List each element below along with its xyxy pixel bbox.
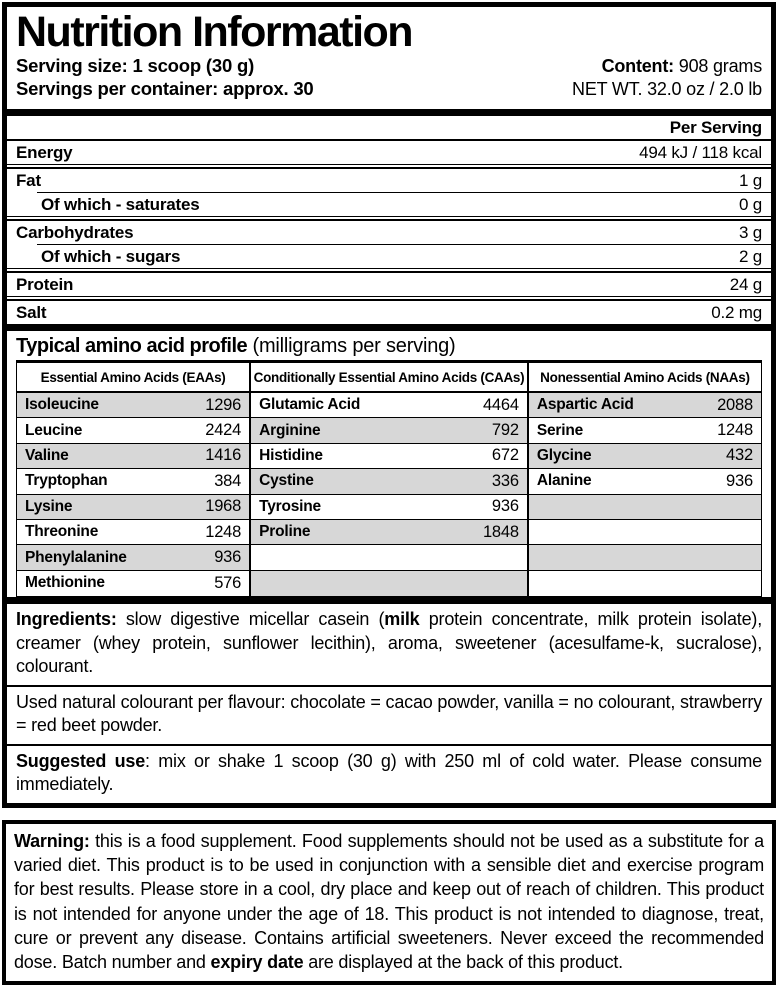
amino-row xyxy=(251,444,527,469)
amino-value: 936 xyxy=(491,497,519,516)
amino-row xyxy=(529,545,761,570)
amino-name: Serine xyxy=(536,421,584,439)
nutrient-row-salt xyxy=(7,301,771,324)
amino-value: 1296 xyxy=(205,395,242,414)
amino-value: 2088 xyxy=(717,395,753,414)
amino-name: Proline xyxy=(259,523,311,541)
amino-name: Tryptophan xyxy=(25,472,108,490)
amino-column-naa xyxy=(529,363,761,596)
amino-row xyxy=(17,469,249,494)
nutrient-value: 1 g xyxy=(738,170,762,190)
amino-value: 1848 xyxy=(482,522,519,541)
amino-row xyxy=(251,520,527,545)
amino-value: 2424 xyxy=(205,421,242,440)
amino-acid-table xyxy=(16,360,762,597)
nutrient-label: Of which - saturates xyxy=(41,194,200,214)
net-weight: NET WT. 32.0 oz / 2.0 lb xyxy=(572,79,762,99)
amino-row xyxy=(529,444,761,469)
amino-value: 384 xyxy=(214,471,242,490)
amino-profile-title-bold: Typical amino acid profile xyxy=(16,335,248,357)
nutrient-value: 24 g xyxy=(729,274,762,294)
amino-value: 936 xyxy=(214,548,242,567)
amino-name: Lysine xyxy=(25,497,73,515)
amino-row xyxy=(17,495,249,520)
nutrient-label: Protein xyxy=(16,274,74,294)
amino-row xyxy=(251,571,527,596)
amino-name: Tyrosine xyxy=(259,497,321,515)
nutrient-label: Energy xyxy=(16,142,73,162)
page-title: Nutrition Information xyxy=(16,8,413,56)
amino-profile-title-note: (milligrams per serving) xyxy=(247,335,456,357)
amino-row xyxy=(529,520,761,545)
serving-info-row-2 xyxy=(7,78,771,101)
amino-name: Methionine xyxy=(25,574,105,592)
amino-value: 432 xyxy=(726,446,753,465)
nutrient-row-saturates xyxy=(7,193,771,216)
amino-name: Phenylalanine xyxy=(25,548,127,566)
amino-row xyxy=(529,393,761,418)
serving-info-row-1 xyxy=(7,55,771,78)
nutrient-value: 2 g xyxy=(738,246,762,266)
nutrient-row-energy xyxy=(7,141,771,164)
nutrient-label: Of which - sugars xyxy=(41,246,181,266)
amino-name: Aspartic Acid xyxy=(536,396,634,414)
amino-name: Cystine xyxy=(259,472,314,490)
amino-value: 1416 xyxy=(205,446,242,465)
amino-name: Alanine xyxy=(536,472,592,490)
amino-profile-title xyxy=(7,331,771,360)
amino-value: 576 xyxy=(214,573,242,592)
amino-name: Isoleucine xyxy=(25,396,99,414)
amino-row xyxy=(17,545,249,570)
nutrient-label: Fat xyxy=(16,170,41,190)
amino-value: 936 xyxy=(726,471,753,490)
amino-row xyxy=(17,393,249,418)
nutrient-row-carbohydrates xyxy=(7,221,771,244)
amino-column-eaa xyxy=(17,363,249,596)
divider-bar xyxy=(7,324,771,331)
nutrient-label: Salt xyxy=(16,302,47,322)
nutrient-value: 0 g xyxy=(738,194,762,214)
content-label: Content: xyxy=(601,56,674,76)
amino-row xyxy=(17,520,249,545)
amino-name: Glutamic Acid xyxy=(259,396,361,414)
amino-value: 1248 xyxy=(717,421,753,440)
divider-bar xyxy=(7,597,771,604)
amino-row xyxy=(17,418,249,443)
content-value: 908 grams xyxy=(673,56,762,76)
amino-value: 672 xyxy=(491,446,519,465)
content-amount xyxy=(602,56,762,77)
amino-name: Glycine xyxy=(536,446,592,464)
amino-row xyxy=(251,469,527,494)
suggested-use-text: Suggested use: mix or shake 1 scoop (30 g) with 250 ml of cold water. Please consume immediately. xyxy=(16,750,762,795)
nutrient-row-fat xyxy=(7,169,771,192)
amino-value: 1248 xyxy=(205,522,242,541)
amino-value: 792 xyxy=(491,421,519,440)
amino-row xyxy=(251,418,527,443)
servings-per-container: Servings per container: approx. 30 xyxy=(16,78,314,99)
amino-value: 4464 xyxy=(482,395,519,414)
nutrient-value: 0.2 mg xyxy=(711,302,762,322)
suggested-use-label: Suggested use xyxy=(16,750,146,771)
nutrient-row-sugars xyxy=(7,245,771,268)
nutrient-value: 494 kJ / 118 kcal xyxy=(639,142,762,162)
amino-name: Arginine xyxy=(259,421,321,439)
serving-size: Serving size: 1 scoop (30 g) xyxy=(16,55,255,76)
nutrient-row-protein xyxy=(7,273,771,296)
nutrient-value: 3 g xyxy=(738,222,762,242)
colourant-note: Used natural colourant per flavour: chocolate = cacao powder, vanilla = no colourant, strawberry = red beet powder. xyxy=(16,691,762,736)
per-serving-column-header: Per Serving xyxy=(669,118,762,137)
warning-text: Warning: this is a food supplement. Food supplements should not be used as a substitute for a varied diet. This product is to be used in conjunction with a sensible diet and exercise program for best results. Please store in a cool, dry place and keep out of reach of children. This product is not intended for anyone under the age of 18. This product is not intended to diagnose, treat, cure or prevent any disease. Contains artificial sweeteners. Never exceed the recommended dose. Batch number and expiry date are displayed at the back of this product. xyxy=(14,830,764,973)
warning-panel xyxy=(2,820,776,985)
amino-name: Threonine xyxy=(25,523,99,541)
amino-column-header: Conditionally Essential Amino Acids (CAAs) xyxy=(251,363,527,393)
amino-value: 1968 xyxy=(205,497,242,516)
amino-row xyxy=(251,545,527,570)
amino-row xyxy=(529,571,761,596)
amino-column-header: Essential Amino Acids (EAAs) xyxy=(17,363,249,393)
nutrition-panel xyxy=(2,2,776,808)
amino-value: 336 xyxy=(491,471,519,490)
amino-row xyxy=(251,393,527,418)
nutrient-label: Carbohydrates xyxy=(16,222,134,242)
ingredients-text: Ingredients: slow digestive micellar casein (milk protein concentrate, milk protein isolate), creamer (whey protein, sunflower lecithin), aroma, sweetener (acesulfame-k, sucralose), colourant. xyxy=(16,609,762,677)
amino-row xyxy=(529,418,761,443)
amino-column-caa xyxy=(249,363,529,596)
amino-row xyxy=(17,444,249,469)
amino-name: Valine xyxy=(25,446,69,464)
divider-bar xyxy=(7,109,771,116)
amino-row xyxy=(17,571,249,596)
amino-row xyxy=(529,469,761,494)
warning-label: Warning: xyxy=(14,830,90,851)
ingredients-label: Ingredients: xyxy=(16,609,117,630)
amino-name: Leucine xyxy=(25,421,83,439)
allergen-milk: milk xyxy=(384,609,420,630)
amino-name: Histidine xyxy=(259,446,323,464)
amino-column-header: Nonessential Amino Acids (NAAs) xyxy=(529,363,761,393)
amino-row xyxy=(251,495,527,520)
expiry-date-emphasis: expiry date xyxy=(210,952,304,973)
amino-row xyxy=(529,495,761,520)
